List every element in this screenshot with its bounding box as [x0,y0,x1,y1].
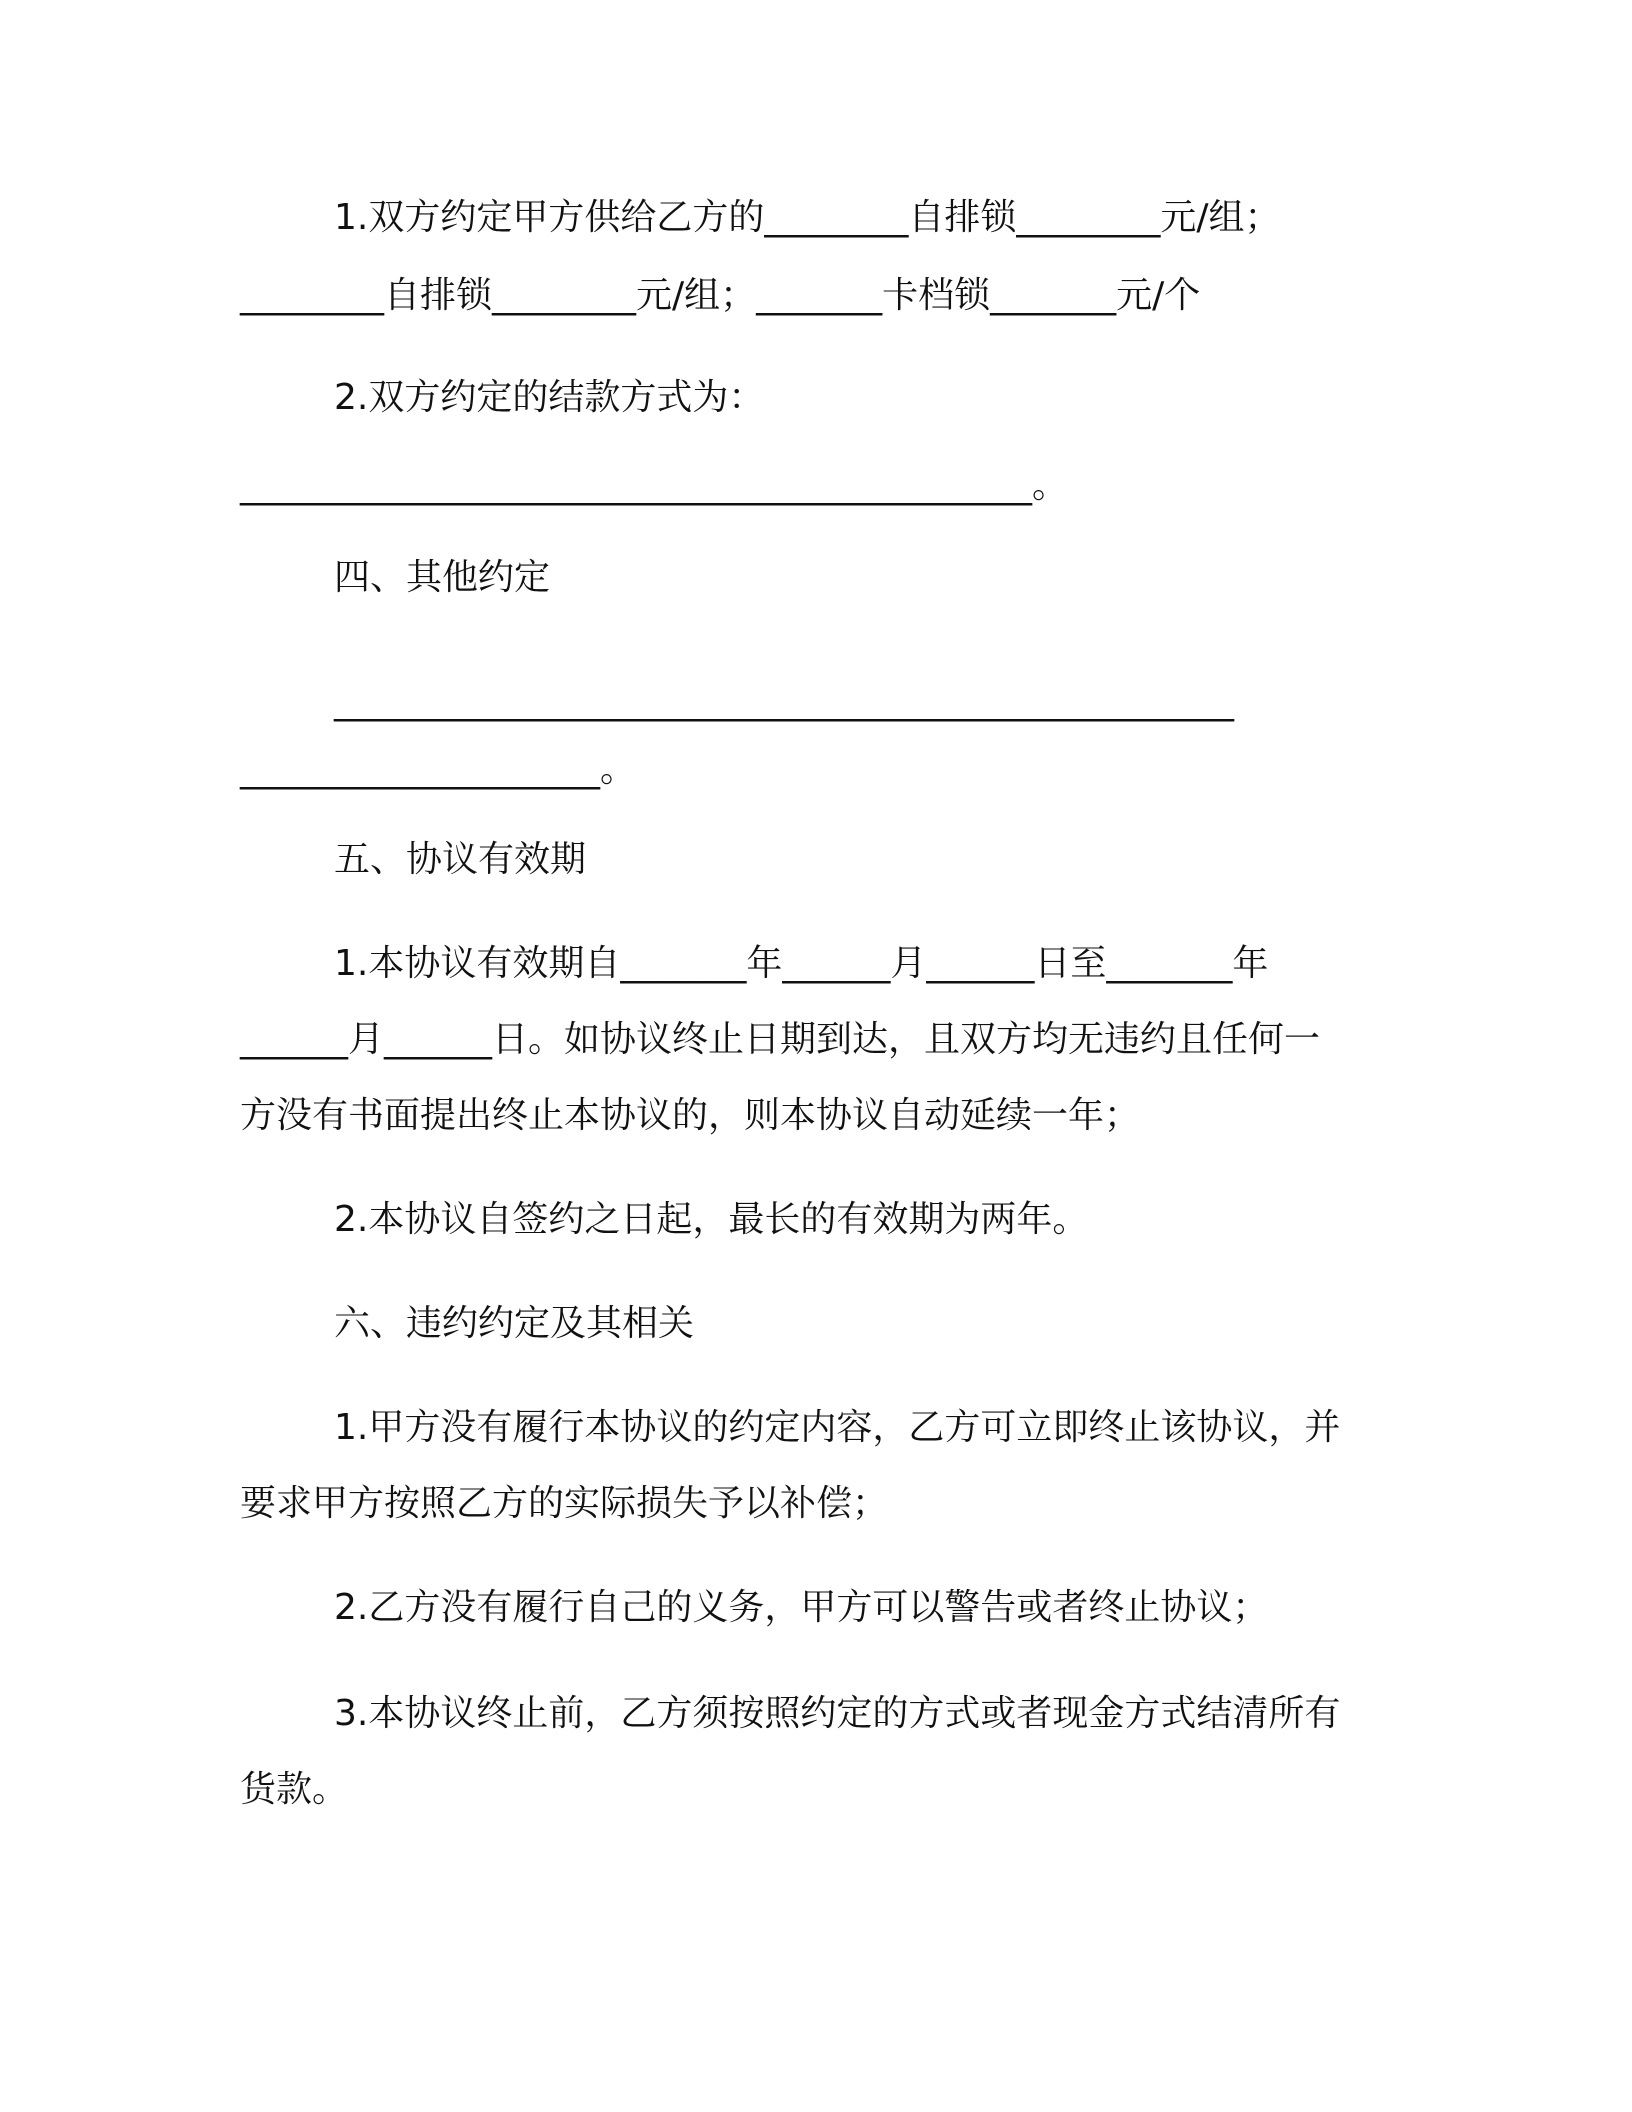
section-5-heading: 五、协议有效期 [334,839,587,880]
clause-6-1-line-2: 要求甲方按照乙方的实际损失予以补偿； [240,1483,889,1524]
section-6-heading: 六、违约约定及其相关 [334,1303,695,1344]
clause-3-1-line-2: ________自排锁________元/组；_______卡档锁_______元/个 [240,275,1201,316]
section-4-heading: 四、其他约定 [334,557,551,598]
clause-3-2-line-1: 2.双方约定的结款方式为： [334,377,765,418]
clause-6-3-line-2: 货款。 [240,1769,349,1810]
clause-5-1-line-3: 方没有书面提出终止本协议的，则本协议自动延续一年； [240,1095,1141,1136]
clause-3-2-line-2: ____________________________________________。 [240,465,1068,506]
clause-5-2: 2.本协议自签约之日起，最长的有效期为两年。 [334,1199,1089,1240]
section-4-line-1: __________________________________________________ [334,681,1234,722]
clause-6-1-line-1: 1.甲方没有履行本协议的约定内容，乙方可立即终止该协议，并 [334,1407,1341,1448]
clause-3-1-line-1: 1.双方约定甲方供给乙方的________自排锁________元/组； [334,197,1281,238]
section-4-line-2: ____________________。 [240,749,636,790]
clause-5-1-line-2: ______月______日。如协议终止日期到达，且双方均无违约且任何一 [240,1019,1321,1060]
clause-6-3-line-1: 3.本协议终止前，乙方须按照约定的方式或者现金方式结清所有 [334,1693,1341,1734]
clause-5-1-line-1: 1.本协议有效期自_______年______月______日至_______年 [334,943,1269,984]
clause-6-2: 2.乙方没有履行自己的义务，甲方可以警告或者终止协议； [334,1587,1269,1628]
